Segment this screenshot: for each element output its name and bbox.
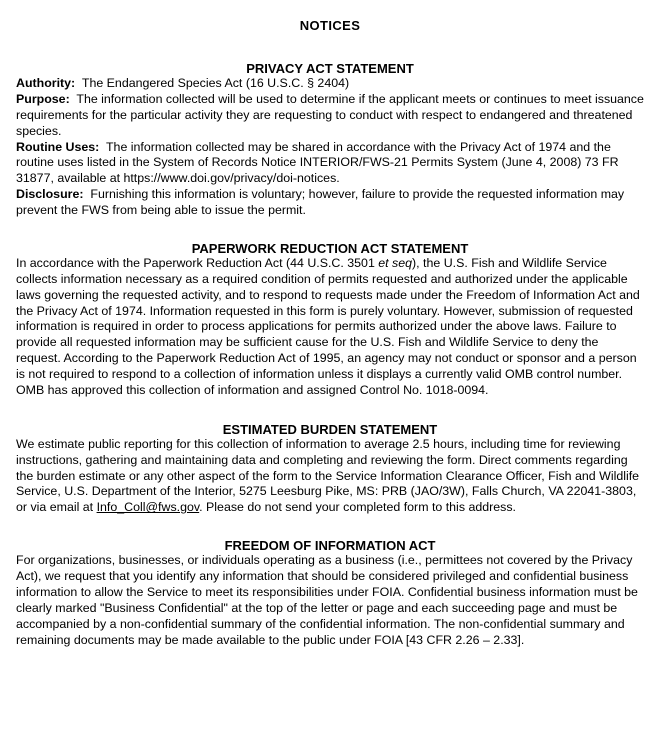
disclosure-paragraph — [16, 187, 644, 219]
paperwork-paragraph — [16, 256, 644, 399]
estimated-burden-heading: ESTIMATED BURDEN STATEMENT — [222, 421, 438, 437]
burden-text-part2: . Please do not send your completed form to this address. — [199, 500, 516, 515]
routine-uses-paragraph — [16, 140, 644, 188]
routine-uses-label: Routine Uses: — [16, 139, 100, 154]
paperwork-reduction-heading: PAPERWORK REDUCTION ACT STATEMENT — [191, 240, 469, 256]
email-link[interactable]: Info_Coll@fws.gov — [96, 500, 200, 515]
disclosure-text: Furnishing this information is voluntary; however, failure to provide the requested information may prevent the FWS from being able to issue the permit. — [16, 187, 625, 217]
routine-uses-text: The information collected may be shared in accordance with the Privacy Act of 1974 and the routine uses listed in the System of Records Notice INTERIOR/FWS-21 Permits System (June 4, 2008) 73 FR 31877, available at https://www.doi.gov/privacy/doi-notices. — [16, 139, 619, 186]
burden-paragraph — [16, 437, 644, 516]
foia-paragraph: For organizations, businesses, or individuals operating as a business (i.e., permittees not covered by the Privacy Act), we request that you identify any information that should be considered privileged and confidential business information to allow the Service to meet its responsibilities under FOIA. Confidential business information must be clearly marked "Business Confidential" at the top of the letter or page and each succeeding page and must be accompanied by a non-confidential summary of the confidential information. The non-confidential summary and remaining documents may be made available to the public under FOIA [43 CFR 2.26 – 2.33]. — [16, 553, 638, 647]
paperwork-text-italic: et seq — [378, 255, 413, 270]
disclosure-label: Disclosure: — [16, 187, 84, 202]
page-title: NOTICES — [299, 18, 361, 33]
authority-paragraph — [16, 76, 644, 92]
foia-heading: FREEDOM OF INFORMATION ACT — [224, 538, 436, 554]
privacy-act-heading: PRIVACY ACT STATEMENT — [246, 61, 414, 76]
purpose-text: The information collected will be used to determine if the applicant meets or continues to meet issuance requirements for the particular activity they are requesting to conduct with respect to endangered and threatened species. — [16, 91, 644, 138]
paperwork-text-part1: In accordance with the Paperwork Reduction Act (44 U.S.C. 3501 — [16, 255, 379, 270]
purpose-label: Purpose: — [16, 91, 70, 106]
authority-text: The Endangered Species Act (16 U.S.C. § 2404) — [81, 76, 350, 90]
authority-label: Authority: — [16, 76, 76, 90]
burden-text-part1: We estimate public reporting for this collection of information to average 2.5 hours, including time for reviewing instructions, gathering and maintaining data and completing and reviewing the form. Direct comments regarding the burden estimate or any other aspect of the form to the Service Information Clearance Officer, Fish and Wildlife Service, U.S. Department of the Interior, 5275 Leesburg Pike, MS: PRB (JAO/3W), Falls Church, VA 22041-3803, or via email at — [16, 436, 640, 515]
paperwork-text-part2: ), the U.S. Fish and Wildlife Service collects information necessary as a required condition of permits requested and authorized under the applicable laws governing the requested activity, and to respond to requests made under the Freedom of Information Act and the Privacy Act of 1974. Information requested in this form is purely voluntary. However, submission of requested information is required in order to process applications for permits authorized under the above laws. Failure to provide all requested information may be sufficient cause for the U.S. Fish and Wildlife Service to deny the request. According to the Paperwork Reduction Act of 1995, an agency may not conduct or sponsor and a person is not required to respond to a collection of information unless it displays a currently valid OMB control number. OMB has approved this collection of information and assigned Control No. 1018-0094. — [16, 255, 640, 397]
purpose-paragraph — [16, 92, 644, 140]
